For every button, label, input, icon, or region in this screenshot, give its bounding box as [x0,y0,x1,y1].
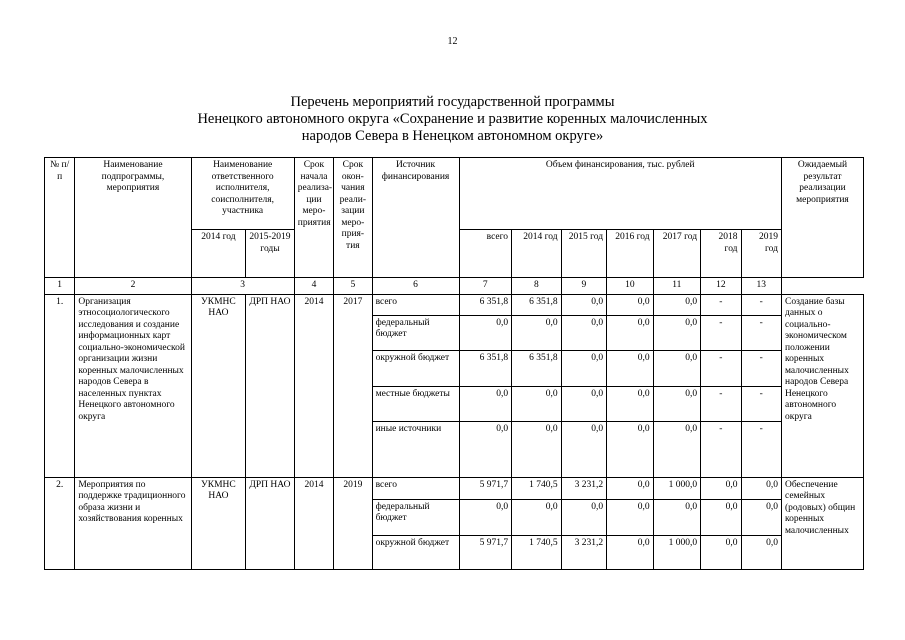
source-label: всего [372,477,459,499]
header-year-2016: 2016 год [607,230,654,278]
source-label: федеральный бюджет [372,499,459,535]
value-2017: 1 000,0 [653,535,701,569]
page-number: 12 [447,36,458,47]
value-2016: 0,0 [607,477,654,499]
value-2015: 3 231,2 [561,535,606,569]
row-start: 2014 [294,294,333,477]
value-total: 6 351,8 [459,350,512,386]
value-2015: 0,0 [561,350,606,386]
row-name: Организация этносоциологического исследования и создание информационных карт социально-экономической организации жизни коренных малочисленных народов Севера в населенных пунктах Ненецкого автономного округа [75,294,191,477]
value-2015: 0,0 [561,315,606,350]
header-start: Срок начала реализа-ции меро-приятия [294,158,333,278]
title-line-2: Ненецкого автономного округа «Сохранение и развитие коренных малочисленных [197,111,708,127]
table-row [45,294,864,315]
column-number: 8 [512,278,562,295]
row-resp-2014: УКМНС НАО [191,294,246,477]
value-2019: - [741,315,781,350]
header-total: всего [459,230,512,278]
row-end: 2019 [334,477,372,569]
value-total: 0,0 [459,499,512,535]
row-start: 2014 [294,477,333,569]
value-2018: 0,0 [701,477,741,499]
value-2014: 0,0 [512,499,562,535]
header-resp-2014: 2014 год [191,230,246,278]
source-label: всего [372,294,459,315]
header-source: Источник финансирования [372,158,459,278]
value-2017: 0,0 [653,350,701,386]
header-result: Ожидаемый результат реализации мероприятия [781,158,863,278]
value-2019: - [741,386,781,421]
value-2017: 1 000,0 [653,477,701,499]
row-num: 1. [45,294,75,477]
value-2017: 0,0 [653,499,701,535]
value-2018: - [701,294,741,315]
value-2017: 0,0 [653,386,701,421]
value-total: 0,0 [459,386,512,421]
source-label: окружной бюджет [372,350,459,386]
header-year-2018: 2018 год [701,230,741,278]
value-2015: 0,0 [561,294,606,315]
row-resp-2015: ДРП НАО [246,294,295,477]
column-number: 6 [372,278,459,295]
value-total: 5 971,7 [459,477,512,499]
value-2016: 0,0 [607,315,654,350]
source-label: окружной бюджет [372,535,459,569]
value-2015: 0,0 [561,499,606,535]
row-num: 2. [45,477,75,569]
value-2018: 0,0 [701,499,741,535]
value-2018: 0,0 [701,535,741,569]
value-2018: - [701,315,741,350]
value-2019: 0,0 [741,499,781,535]
value-total: 0,0 [459,421,512,477]
column-number: 2 [75,278,191,295]
column-numbers-row [45,278,864,295]
value-2017: 0,0 [653,315,701,350]
row-name: Мероприятия по поддержке традиционного образа жизни и хозяйствования коренных [75,477,191,569]
column-number: 4 [294,278,333,295]
value-total: 6 351,8 [459,294,512,315]
column-number: 13 [741,278,781,295]
value-total: 5 971,7 [459,535,512,569]
header-year-2014: 2014 год [512,230,562,278]
value-2018: - [701,386,741,421]
column-number: 10 [607,278,654,295]
column-number: 7 [459,278,512,295]
value-2016: 0,0 [607,294,654,315]
row-result: Создание базы данных о социально-экономическом положении коренных малочисленных народов Севера Ненецкого автономного округа [781,294,863,477]
value-2018: - [701,350,741,386]
value-2019: - [741,350,781,386]
value-2014: 0,0 [512,386,562,421]
value-2018: - [701,421,741,477]
value-2016: 0,0 [607,350,654,386]
column-number: 11 [653,278,701,295]
header-year-2015: 2015 год [561,230,606,278]
row-resp-2015: ДРП НАО [246,477,295,569]
title-line-1: Перечень мероприятий государственной программы [290,94,615,110]
source-label: местные бюджеты [372,386,459,421]
value-2019: - [741,294,781,315]
value-2019: - [741,421,781,477]
value-2015: 0,0 [561,421,606,477]
value-2014: 6 351,8 [512,294,562,315]
value-2014: 0,0 [512,421,562,477]
value-2016: 0,0 [607,421,654,477]
value-2015: 3 231,2 [561,477,606,499]
column-number: 1 [45,278,75,295]
value-2016: 0,0 [607,386,654,421]
header-year-2017: 2017 год [653,230,701,278]
header-end: Срок окон-чания реали-зации меро-прия-тия [334,158,372,278]
value-2017: 0,0 [653,421,701,477]
row-resp-2014: УКМНС НАО [191,477,246,569]
value-2014: 6 351,8 [512,350,562,386]
value-2017: 0,0 [653,294,701,315]
value-2014: 1 740,5 [512,477,562,499]
header-num: № п/п [45,158,75,278]
header-resp-2015: 2015-2019 годы [246,230,295,278]
value-2016: 0,0 [607,535,654,569]
value-2015: 0,0 [561,386,606,421]
value-2014: 1 740,5 [512,535,562,569]
column-number: 3 [191,278,294,295]
source-label: иные источники [372,421,459,477]
title-line-3: народов Севера в Ненецком автономном округе» [301,128,604,144]
source-label: федеральный бюджет [372,315,459,350]
row-result: Обеспечение семейных (родовых) общин коренных малочисленных [781,477,863,569]
value-total: 0,0 [459,315,512,350]
column-number: 9 [561,278,606,295]
value-2019: 0,0 [741,477,781,499]
header-funding: Объем финансирования, тыс. рублей [459,158,781,230]
value-2014: 0,0 [512,315,562,350]
header-year-2019: 2019 год [741,230,781,278]
table-row [45,477,864,499]
document-title [0,94,905,145]
header-name: Наименование подпрограммы, мероприятия [75,158,191,278]
column-number: 12 [701,278,741,295]
value-2019: 0,0 [741,535,781,569]
measures-table [44,157,864,570]
column-number: 5 [334,278,372,295]
value-2016: 0,0 [607,499,654,535]
row-end: 2017 [334,294,372,477]
header-responsible: Наименование ответственного исполнителя, соисполнителя, участника [191,158,294,230]
